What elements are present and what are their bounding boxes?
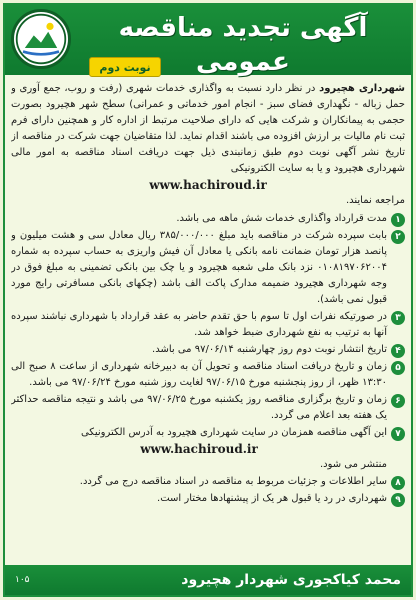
list-item [11,211,405,227]
item-text: زمان و تاریخ دریافت اسناد مناقصه و تحویل آن به دبیرخانه شهرداری از ساعت ۸ صبح الی ۱۳:۳۰ ظهر، از روز پنجشنبه مورخ ۹۷/۰۶/۱۵ لغایت روز شنبه مورخ ۹۷/۰۶/۲۴ می باشد. [11,361,387,388]
item-text: تاریخ انتشار نوبت دوم روز چهارشنبه ۹۷/۰۶/۱۴ می باشد. [152,344,387,355]
item-number: ۵ [391,361,405,375]
round-badge: نوبت دوم [89,57,161,77]
item-number: ۶ [391,394,405,408]
list-item [11,228,405,308]
conditions-list [11,211,405,507]
list-item [11,342,405,358]
list-item [11,425,405,473]
announcement-frame [3,3,413,597]
signer-name: محمد کیاکجوری شهردار هچیرود [181,572,401,588]
intro-tail: مراجعه نمایند. [345,195,405,206]
list-item [11,392,405,424]
header-banner [5,5,411,75]
page-number: ۱۰۵ [15,575,30,585]
item-text: زمان و تاریخ برگزاری مناقصه روز یکشنبه مورخ ۹۷/۰۶/۲۵ می باشد و نتیجه مناقصه حداکثر یک هفته بعد اعلام می گردد. [11,394,387,421]
announcement-body [11,81,405,559]
item-number: ۷ [391,427,405,441]
item-number: ۸ [391,476,405,490]
intro-paragraph [11,81,405,209]
list-item [11,474,405,490]
list-item [11,491,405,507]
item-text: شهرداری در رد یا قبول هر یک از پیشنهادها مختار است. [157,493,387,504]
item-text: بابت سپرده شرکت در مناقصه باید مبلغ ۳۸۵/۰۰۰/۰۰۰ ریال معادل سی و هشت میلیون و پانصد هزار تومان ضمانت نامه بانکی یا معادل آن فیش واریزی به حساب سپرده به شماره ۰۱۰۸۱۹۷۰۶۲۰۰۴ نزد بانک ملی شعبه هچیرود و یا چک بین بانکی تضمینی به مبلغ فوق در وجه شهرداری هچیرود ضمیمه مدارک پاکت الف باشد (چکهای بانکی مسافرتی رایج مورد قبول نمی باشد). [11,230,387,305]
page-title: آگهی تجدید مناقصه عمومی [118,13,368,77]
item-text: در صورتیکه نفرات اول تا سوم با حق تقدم حاضر به عقد قرارداد با شهرداری نباشند سپرده آنها به ترتیب به نفع شهرداری ضبط خواهد شد. [11,311,387,338]
footer-banner [5,565,411,595]
item-text: مدت قرارداد واگذاری خدمات شش ماهه می باشد. [176,213,387,224]
intro-lead: شهرداری هچیرود [319,83,405,94]
intro-text: در نظر دارد نسبت به واگذاری خدمات شهری (رفت و روب، جمع آوری و حمل زباله - نگهداری فضای سبز - انجام امور خدماتی و عمرانی) سطح شهر هچیرود بصورت حجمی به پیمانکاران و شرکت هایی که دارای صلاحیت مرتبط از اداره کار و همچنین دارای فرم ثبت نام مالیات بر ارزش افزوده می باشند اقدام نماید. لذا متقاضیان جهت شرکت در مناقصه از تاریخ نشر آگهی نوبت دوم طبق زمانبندی ذیل جهت دریافت اسناد مناقصه به امور مالی شهرداری هچیرود و یا به سایت الکترونیکی [11,83,405,174]
municipality-logo [11,9,71,69]
item-text: این آگهی مناقصه همزمان در سایت شهرداری هچیرود به آدرس الکترونیکی [80,427,387,438]
website-link[interactable]: www.hachiroud.ir [149,178,267,192]
item-number: ۳ [391,311,405,325]
list-item [11,359,405,391]
item-number: ۱ [391,213,405,227]
website-link[interactable]: www.hachiroud.ir [140,442,258,456]
item-number: ۲ [391,230,405,244]
item-number: ۴ [391,344,405,358]
item-number: ۹ [391,493,405,507]
item-text: سایر اطلاعات و جزئیات مربوط به مناقصه در اسناد مناقصه درج می گردد. [79,476,387,487]
item-tail: منتشر می شود. [319,459,387,470]
list-item [11,309,405,341]
